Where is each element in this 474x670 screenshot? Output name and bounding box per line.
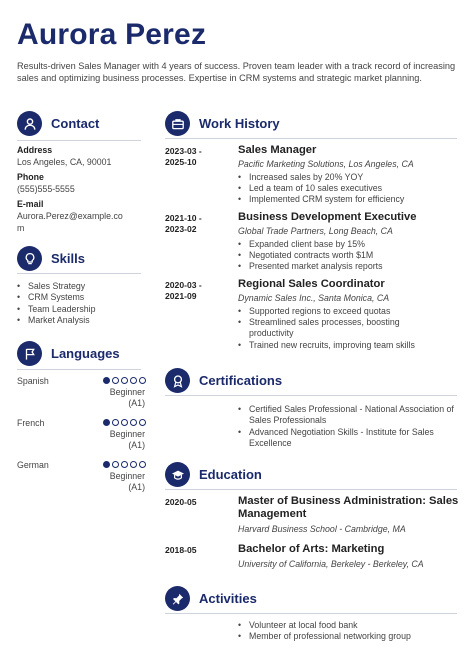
education-entry [238, 543, 460, 571]
job-bullet: • Expanded client base by 15% [238, 239, 460, 250]
certifications-section-header [165, 368, 282, 393]
level-code: (A1) [128, 482, 145, 493]
activities-section-header [165, 586, 257, 611]
proficiency-dots [103, 461, 146, 468]
skills-section-header [17, 246, 85, 271]
job-title: Regional Sales Coordinator [238, 278, 385, 290]
languages-section-header [17, 341, 120, 366]
job-bullet: • Trained new recruits, improving team skills [238, 340, 438, 351]
email-label: E-mail [17, 199, 44, 210]
proficiency-dot [121, 419, 128, 426]
graduation-cap-icon [165, 462, 190, 487]
flag-icon [17, 341, 42, 366]
job-date-end: 2021-09 [165, 291, 197, 302]
job-bullet: • Presented market analysis reports [238, 261, 460, 272]
languages-divider [17, 369, 141, 370]
lightbulb-icon [17, 246, 42, 271]
language-level [110, 429, 145, 452]
job-bullets [238, 172, 460, 206]
proficiency-dot [130, 461, 137, 468]
proficiency-dot [130, 419, 137, 426]
activity-item: • Volunteer at local food bank [238, 620, 460, 631]
job-title: Sales Manager [238, 144, 317, 156]
job-dates [165, 146, 225, 169]
certifications-list [238, 404, 460, 450]
proficiency-dot [103, 377, 110, 384]
job-date-start: 2020-03 - [165, 280, 202, 290]
language-name: German [17, 460, 49, 470]
job-bullet: • Supported regions to exceed quotas [238, 306, 438, 317]
level-word: Beginner [109, 471, 145, 481]
contact-section-header [17, 111, 99, 136]
pushpin-icon [165, 586, 190, 611]
school-name: University of California, Berkeley - Berkeley, CA [238, 559, 424, 569]
job-dates [165, 280, 225, 303]
degree-title: Master of Business Administration: Sales Management [238, 495, 459, 520]
job-entry [238, 144, 460, 206]
job-date-end: 2023-02 [165, 224, 197, 235]
job-entry [238, 278, 460, 351]
email-value[interactable] [17, 211, 145, 234]
award-icon [165, 368, 190, 393]
school-name: Harvard Business School - Cambridge, MA [238, 524, 406, 534]
certifications-divider [165, 395, 457, 396]
proficiency-dot [112, 419, 119, 426]
skills-title: Skills [51, 251, 85, 266]
skill-item: • Sales Strategy [17, 281, 145, 292]
certification-item: • Advanced Negotiation Skills - Institute for Sales Excellence [238, 427, 460, 450]
job-entry [238, 211, 460, 273]
address-label: Address [17, 145, 53, 155]
proficiency-dot [121, 377, 128, 384]
proficiency-dots [103, 377, 146, 384]
job-bullet: • Increased sales by 20% YOY [238, 172, 460, 183]
work-history-title: Work History [199, 116, 280, 131]
skill-item: • Team Leadership [17, 304, 145, 315]
briefcase-icon [165, 111, 190, 136]
proficiency-dot [130, 377, 137, 384]
activities-divider [165, 613, 457, 614]
languages-title: Languages [51, 346, 120, 361]
level-word: Beginner [109, 429, 145, 439]
proficiency-dot [112, 461, 119, 468]
education-section-header [165, 462, 262, 487]
job-date-start: 2023-03 - [165, 146, 202, 156]
job-company: Dynamic Sales Inc., Santa Monica, CA [238, 293, 390, 303]
language-level [110, 471, 145, 494]
job-bullet: • Negotiated contracts worth $1M [238, 250, 460, 261]
proficiency-dot [139, 377, 146, 384]
job-date-start: 2021-10 - [165, 213, 202, 223]
language-name: French [17, 418, 45, 428]
language-name: Spanish [17, 376, 49, 386]
activity-item: • Member of professional networking group [238, 631, 460, 642]
proficiency-dot [139, 461, 146, 468]
job-bullet: • Led a team of 10 sales executives [238, 183, 460, 194]
skills-divider [17, 273, 141, 274]
candidate-name: Aurora Perez [17, 18, 207, 51]
proficiency-dot [103, 461, 110, 468]
activities-title: Activities [199, 591, 257, 606]
job-bullets [238, 239, 460, 273]
contact-divider [17, 140, 141, 141]
certification-item: • Certified Sales Professional - National Association of Sales Professionals [238, 404, 460, 427]
certifications-title: Certifications [199, 373, 283, 388]
proficiency-dot [139, 419, 146, 426]
phone-value: (555)555-5555 [17, 183, 75, 194]
proficiency-dots [103, 419, 146, 426]
job-bullet: • Streamlined sales processes, boosting productivity [238, 317, 438, 340]
skill-item: • Market Analysis [17, 315, 145, 326]
education-date: 2018-05 [165, 545, 197, 555]
language-level [110, 387, 145, 410]
email-line-2: m [17, 222, 25, 233]
education-title: Education [199, 467, 262, 482]
work-history-divider [165, 138, 457, 139]
proficiency-dot [112, 377, 119, 384]
phone-label: Phone [17, 172, 44, 183]
contact-title: Contact [51, 116, 100, 131]
job-date-end: 2025-10 [165, 157, 197, 168]
job-bullet: • Implemented CRM system for efficiency [238, 194, 460, 205]
education-divider [165, 489, 457, 490]
job-title: Business Development Executive [238, 211, 417, 223]
level-code: (A1) [128, 440, 145, 451]
skill-item: • CRM Systems [17, 292, 145, 303]
education-date: 2020-05 [165, 497, 197, 507]
job-bullets [238, 306, 438, 352]
contact-details [17, 145, 145, 234]
proficiency-dot [103, 419, 110, 426]
level-code: (A1) [128, 398, 145, 409]
email-line-1: Aurora.Perez@example.co [17, 210, 123, 221]
work-history-section-header [165, 111, 280, 136]
activities-list [238, 620, 460, 643]
proficiency-dot [121, 461, 128, 468]
job-company: Global Trade Partners, Long Beach, CA [238, 226, 393, 236]
level-word: Beginner [109, 387, 145, 397]
skills-list [17, 281, 145, 327]
degree-title: Bachelor of Arts: Marketing [238, 543, 385, 555]
job-company: Pacific Marketing Solutions, Los Angeles, CA [238, 159, 414, 169]
job-dates [165, 213, 225, 236]
address-value: Los Angeles, CA, 90001 [17, 156, 112, 167]
professional-summary: Results-driven Sales Manager with 4 years of success. Proven team leader with a track record of increasing sales and optimizing business processes. Expertise in CRM systems and strategic market planning. [17, 61, 456, 84]
education-entry [238, 495, 460, 536]
person-icon [17, 111, 42, 136]
